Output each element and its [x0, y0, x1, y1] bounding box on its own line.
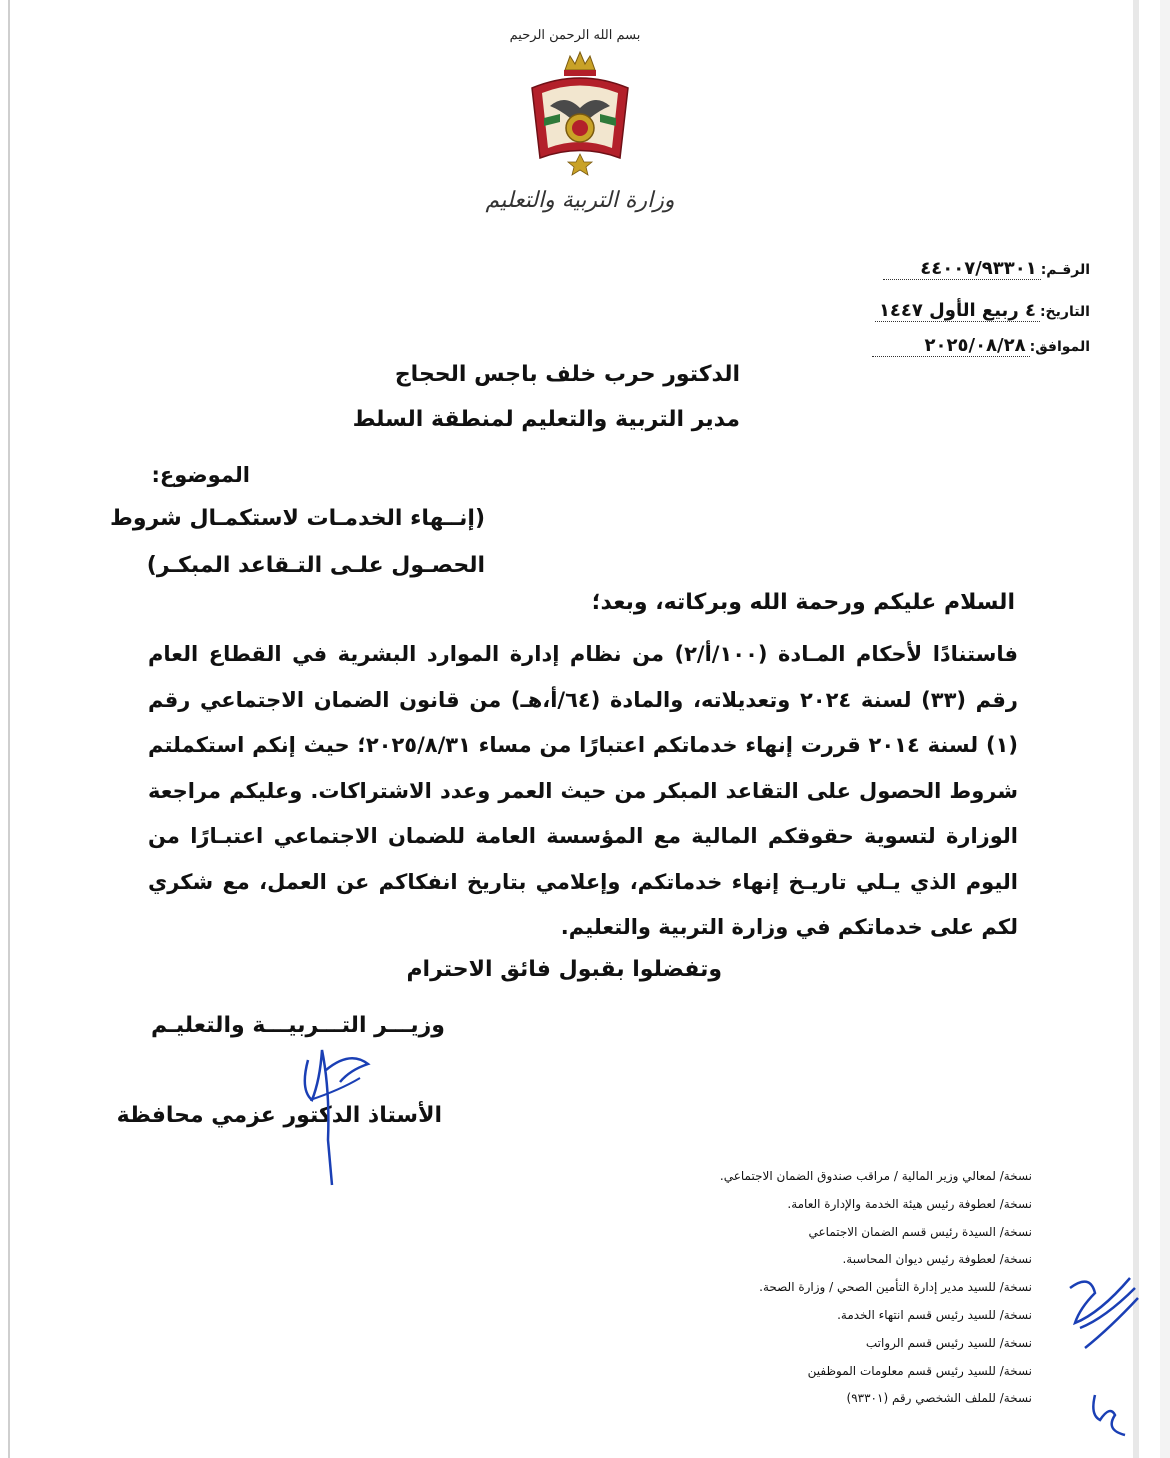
ref-date-label: التاريخ: — [1039, 304, 1090, 320]
coat-of-arms-emblem — [520, 48, 640, 178]
copy-item: نسخة/ للسيد رئيس قسم معلومات الموظفين — [807, 1363, 1032, 1378]
copy-item: نسخة/ لعطوفة رئيس ديوان المحاسبة. — [842, 1252, 1032, 1267]
copy-item: نسخة/ لعطوفة رئيس هيئة الخدمة والإدارة العامة. — [787, 1196, 1032, 1211]
copy-item: نسخة/ للسيد مدير إدارة التأمين الصحي / وزارة الصحة. — [759, 1280, 1032, 1295]
ref-date-value: ٤ ربيع الأول ١٤٤٧ — [875, 300, 1040, 322]
copy-item: نسخة/ للسيد رئيس قسم الرواتب — [865, 1335, 1032, 1350]
greeting: السلام عليكم ورحمة الله وبركاته، وبعد؛ — [591, 590, 1015, 615]
ref-number — [883, 258, 1090, 280]
copy-item: نسخة/ للسيد رئيس قسم انتهاء الخدمة. — [837, 1307, 1032, 1322]
closing: وتفضلوا بقبول فائق الاحترام — [406, 957, 722, 982]
copy-item: نسخة/ للملف الشخصي رقم (٩٣٣٠١) — [846, 1391, 1032, 1406]
subject-line-1: (إنــهاء الخدمـات لاستكمـال شروط — [109, 506, 485, 531]
handwritten-signature — [290, 1030, 380, 1190]
ref-corresponding-label: الموافق: — [1029, 339, 1090, 355]
page-edge-right — [1133, 0, 1139, 1458]
subject-label: الموضوع: — [151, 463, 250, 487]
handwritten-initials — [1060, 1268, 1140, 1358]
subject-line-2: الحصـول علـى التـقاعد المبكـر) — [146, 553, 485, 578]
signatory-title: وزيـــر التـــربيـــة والتعليـم — [151, 1013, 445, 1038]
page-edge-left — [8, 0, 10, 1458]
ref-number-label: الرقـم: — [1040, 262, 1090, 278]
copy-item: نسخة/ السيدة رئيس قسم الضمان الاجتماعي — [808, 1224, 1032, 1239]
ref-number-value: ٤٤٠٠٧/٩٣٣٠١ — [883, 258, 1041, 280]
addressee-title: مدير التربية والتعليم لمنطقة السلط — [352, 407, 740, 432]
ref-date — [875, 300, 1090, 322]
page-edge-shadow — [1160, 0, 1170, 1458]
ref-corresponding — [872, 335, 1090, 357]
copy-item: نسخة/ لمعالي وزير المالية / مراقب صندوق الضمان الاجتماعي. — [719, 1169, 1032, 1183]
basmala: بسم الله الرحمن الرحيم — [509, 28, 641, 43]
addressee-name: الدكتور حرب خلف باجس الحجاج — [394, 362, 740, 387]
copies-list — [432, 1163, 1032, 1413]
letter-body: فاستنادًا لأحكام المـادة (١٠٠/أ/٢) من نظام إدارة الموارد البشرية في القطاع العام رقم (٣٣) لسنة ٢٠٢٤ وتعديلاته، والمادة (٦٤/أ،هـ) من قانون الضمان الاجتماعي رقم (١) لسنة ٢٠١٤ قررت إنهاء خدماتكم اعتبارًا من مساء ٢٠٢٥/٨/٣١؛ حيث إنكم استكملتم شروط الحصول على التقاعد المبكر من حيث العمر وعدد الاشتراكات. وعليكم مراجعة الوزارة لتسوية حقوقكم المالية مع المؤسسة العامة للضمان الاجتماعي اعتبـارًا من اليوم الذي يـلي تاريـخ إنهاء خدماتكم، وإعلامي بتاريخ انفكاكم عن العمل، مع شكري لكم على خدماتكم في وزارة التربية والتعليم. — [148, 642, 1018, 939]
signatory-name: الأستاذ الدكتور عزمي محافظة — [116, 1103, 442, 1128]
handwritten-initials — [1080, 1385, 1140, 1445]
ref-corresponding-value: ٢٠٢٥/٠٨/٢٨ — [872, 335, 1030, 357]
ministry-name: وزارة التربية والتعليم — [485, 188, 675, 213]
